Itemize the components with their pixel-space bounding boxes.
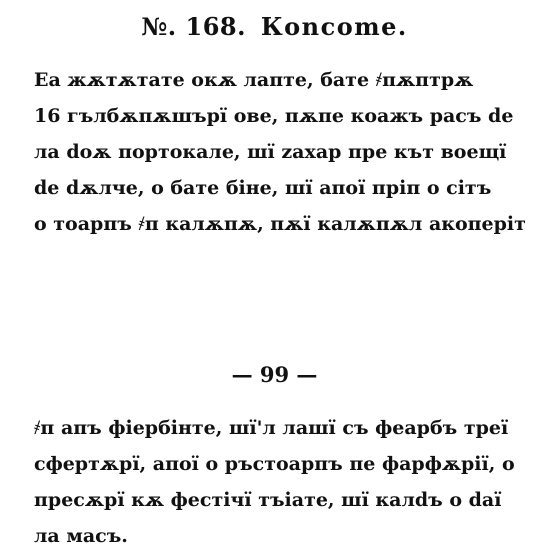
- recipe-title: Коnсоmе.: [260, 12, 408, 41]
- text-line: ҂п апъ фiербiнте, шї'л лашї съ феарбъ треї: [34, 417, 509, 439]
- recipe-text-top: [34, 62, 534, 242]
- page-number: — 99 —: [231, 362, 318, 387]
- text-line: ла масъ.: [34, 525, 128, 547]
- text-line: ла doѫ портокале, шї zахар пре кът воещї: [34, 141, 507, 163]
- recipe-number: №. 168.: [141, 12, 246, 41]
- recipe-heading: [0, 12, 549, 41]
- text-line: о тоарпъ ҂п калѫпѫ, пѫї калѫпѫл акоперiт: [34, 213, 526, 235]
- text-line: Еа жѫтѫтате окѫ лапте, бате ҂пѫптрѫ: [34, 69, 474, 91]
- recipe-text-bottom: [34, 410, 534, 554]
- text-line: 16 гълбѫпѫшърї ове, пѫпе коажъ расъ de: [34, 105, 514, 127]
- text-line: de dѫлче, о бате бiне, шї апої прiп о сiтъ: [34, 177, 492, 199]
- text-line: пресѫрї кѫ фестiчї тъiате, шї калdъ о dаї: [34, 489, 502, 511]
- text-line: сфертѫрї, апої о ръстоарпъ пе фарфѫрiї, о: [34, 453, 515, 475]
